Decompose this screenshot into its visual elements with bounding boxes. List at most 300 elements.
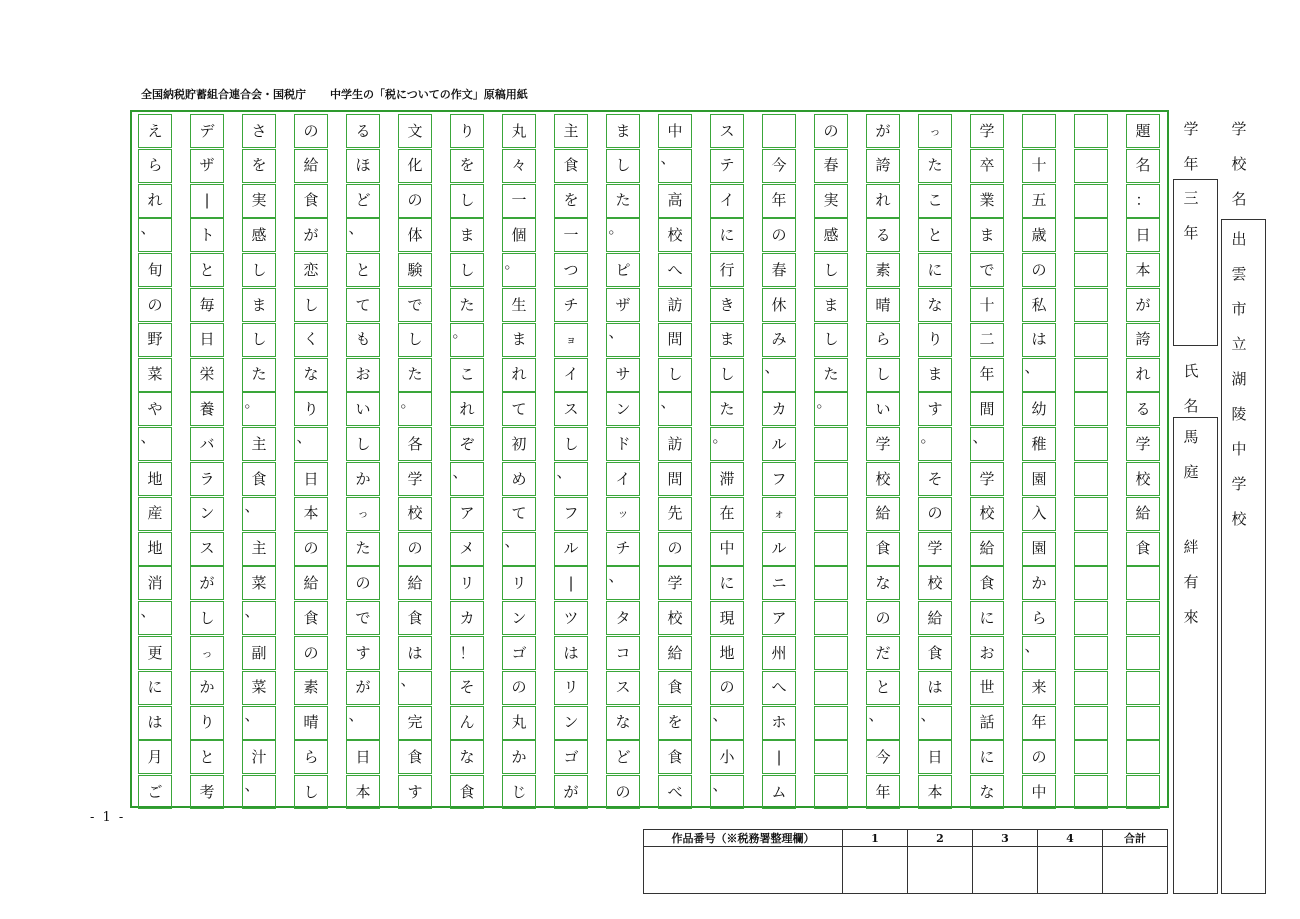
manuscript-cell: い xyxy=(346,392,380,426)
manuscript-cell: 。 xyxy=(606,218,640,252)
manuscript-cell: れ xyxy=(138,184,172,218)
manuscript-cell: 名 xyxy=(1126,149,1160,183)
manuscript-cell: 、 xyxy=(658,149,692,183)
manuscript-cell: 、 xyxy=(138,427,172,461)
manuscript-cell: ピ xyxy=(606,253,640,287)
manuscript-cell: が xyxy=(554,775,588,809)
manuscript-cell: が xyxy=(866,114,900,148)
manuscript-cell: そ xyxy=(450,671,484,705)
manuscript-cell: ら xyxy=(138,149,172,183)
manuscript-cell: 月 xyxy=(138,740,172,774)
family-name-char: 馬 xyxy=(1183,428,1199,446)
manuscript-cell: 、 xyxy=(294,427,328,461)
manuscript-cell: 行 xyxy=(710,253,744,287)
manuscript-cell: ド xyxy=(606,427,640,461)
manuscript-cell xyxy=(1074,740,1108,774)
manuscript-cell: 食 xyxy=(866,532,900,566)
manuscript-cell: に xyxy=(918,253,952,287)
manuscript-cell: る xyxy=(866,218,900,252)
manuscript-cell: 食 xyxy=(398,740,432,774)
given-name xyxy=(1180,530,1202,635)
manuscript-cell: 学 xyxy=(866,427,900,461)
manuscript-cell: ど xyxy=(346,184,380,218)
manuscript-cell xyxy=(1126,775,1160,809)
manuscript-cell: 主 xyxy=(242,532,276,566)
manuscript-cell xyxy=(814,636,848,670)
manuscript-cell: の xyxy=(294,114,328,148)
manuscript-cell xyxy=(1074,566,1108,600)
manuscript-cell: 春 xyxy=(762,253,796,287)
score-cell-total[interactable] xyxy=(1103,847,1168,894)
manuscript-cell: み xyxy=(762,323,796,357)
score-header-total: 合計 xyxy=(1103,830,1168,847)
manuscript-cell: や xyxy=(138,392,172,426)
manuscript-cell: 給 xyxy=(866,497,900,531)
manuscript-cell xyxy=(1074,775,1108,809)
manuscript-cell: 給 xyxy=(1126,497,1160,531)
manuscript-cell xyxy=(814,706,848,740)
score-header-4: 4 xyxy=(1038,830,1103,847)
manuscript-cell: に xyxy=(970,740,1004,774)
manuscript-cell: き xyxy=(710,288,744,322)
manuscript-cell: 幼 xyxy=(1022,392,1056,426)
manuscript-cell: 今 xyxy=(866,740,900,774)
manuscript-cell: 日 xyxy=(1126,218,1160,252)
manuscript-cell: 食 xyxy=(658,740,692,774)
manuscript-cell: に xyxy=(710,218,744,252)
manuscript-cell: ホ xyxy=(762,706,796,740)
grade-value-char: 三 xyxy=(1183,189,1199,207)
manuscript-cell: 食 xyxy=(970,566,1004,600)
manuscript-cell: ォ xyxy=(762,497,796,531)
manuscript-cell: の xyxy=(294,532,328,566)
manuscript-cell: ま xyxy=(970,218,1004,252)
manuscript-cell: 世 xyxy=(970,671,1004,705)
manuscript-cell: 日 xyxy=(918,740,952,774)
manuscript-cell: 。 xyxy=(710,427,744,461)
manuscript-cell: 年 xyxy=(970,358,1004,392)
manuscript-cell: じ xyxy=(502,775,536,809)
manuscript-cell: テ xyxy=(710,149,744,183)
manuscript-cell: た xyxy=(450,288,484,322)
manuscript-cell xyxy=(814,427,848,461)
manuscript-cell: 主 xyxy=(242,427,276,461)
manuscript-cell: し xyxy=(346,427,380,461)
manuscript-cell: 五 xyxy=(1022,184,1056,218)
manuscript-cell: 、 xyxy=(242,706,276,740)
manuscript-cell: っ xyxy=(918,114,952,148)
manuscript-cell: 題 xyxy=(1126,114,1160,148)
manuscript-cell: 、 xyxy=(1022,358,1056,392)
score-cell-1[interactable] xyxy=(843,847,908,894)
manuscript-cell xyxy=(1074,114,1108,148)
manuscript-cell: 晴 xyxy=(866,288,900,322)
manuscript-cell: 学 xyxy=(918,532,952,566)
school-name-char: 出 xyxy=(1231,230,1247,248)
manuscript-cell: 訪 xyxy=(658,288,692,322)
manuscript-cell: 素 xyxy=(866,253,900,287)
manuscript-cell: | xyxy=(762,740,796,774)
manuscript-cell xyxy=(1022,114,1056,148)
manuscript-cell xyxy=(1074,358,1108,392)
score-cell-2[interactable] xyxy=(908,847,973,894)
manuscript-cell: 問 xyxy=(658,462,692,496)
manuscript-cell: 中 xyxy=(658,114,692,148)
manuscript-cell: れ xyxy=(866,184,900,218)
school-name-char: 中 xyxy=(1231,440,1247,458)
manuscript-cell: ぞ xyxy=(450,427,484,461)
manuscript-cell xyxy=(1074,427,1108,461)
manuscript-cell: た xyxy=(918,149,952,183)
manuscript-cell xyxy=(1074,184,1108,218)
manuscript-cell: て xyxy=(502,497,536,531)
manuscript-cell: ル xyxy=(762,427,796,461)
manuscript-cell: っ xyxy=(190,636,224,670)
manuscript-cell: ス xyxy=(606,671,640,705)
manuscript-cell: 学 xyxy=(1126,427,1160,461)
manuscript-cell: 一 xyxy=(554,218,588,252)
manuscript-cell: 験 xyxy=(398,253,432,287)
manuscript-cell: の xyxy=(710,671,744,705)
manuscript-cell: 本 xyxy=(1126,253,1160,287)
school-name-char: 陵 xyxy=(1231,405,1247,423)
manuscript-cell: め xyxy=(502,462,536,496)
score-header-2: 2 xyxy=(908,830,973,847)
manuscript-cell: ル xyxy=(762,532,796,566)
manuscript-cell: リ xyxy=(502,566,536,600)
manuscript-cell: 食 xyxy=(294,601,328,635)
manuscript-cell: 、 xyxy=(346,218,380,252)
manuscript-cell: 校 xyxy=(658,218,692,252)
manuscript-cell: 今 xyxy=(762,149,796,183)
given-name-char: 來 xyxy=(1183,608,1199,626)
manuscript-cell: す xyxy=(918,392,952,426)
manuscript-cell: 菜 xyxy=(242,566,276,600)
given-name-char: 有 xyxy=(1183,573,1199,591)
manuscript-cell: 食 xyxy=(398,601,432,635)
manuscript-cell: さ xyxy=(242,114,276,148)
manuscript-cell: 消 xyxy=(138,566,172,600)
manuscript-cell: 誇 xyxy=(866,149,900,183)
manuscript-cell: ツ xyxy=(554,601,588,635)
manuscript-cell: 日 xyxy=(190,323,224,357)
manuscript-cell: た xyxy=(606,184,640,218)
manuscript-cell: ま xyxy=(814,288,848,322)
manuscript-cell: | xyxy=(190,184,224,218)
manuscript-cell: 校 xyxy=(398,497,432,531)
manuscript-cell xyxy=(1074,392,1108,426)
manuscript-cell: し xyxy=(450,253,484,287)
manuscript-cell: 毎 xyxy=(190,288,224,322)
manuscript-cell: 、 xyxy=(658,392,692,426)
manuscript-cell xyxy=(1074,671,1108,705)
manuscript-cell: を xyxy=(658,706,692,740)
manuscript-cell xyxy=(1126,636,1160,670)
manuscript-cell: ン xyxy=(554,706,588,740)
manuscript-cell: 問 xyxy=(658,323,692,357)
manuscript-cell: 考 xyxy=(190,775,224,809)
manuscript-cell: カ xyxy=(450,601,484,635)
manuscript-cell: リ xyxy=(554,671,588,705)
manuscript-cell: の xyxy=(606,775,640,809)
manuscript-cell: ム xyxy=(762,775,796,809)
manuscript-cell: 菜 xyxy=(138,358,172,392)
manuscript-cell: 産 xyxy=(138,497,172,531)
manuscript-cell: し xyxy=(866,358,900,392)
manuscript-cell: 初 xyxy=(502,427,536,461)
manuscript-cell: 二 xyxy=(970,323,1004,357)
manuscript-cell: い xyxy=(866,392,900,426)
manuscript-cell: で xyxy=(398,288,432,322)
manuscript-cell: 体 xyxy=(398,218,432,252)
manuscript-cell: 々 xyxy=(502,149,536,183)
manuscript-cell: の xyxy=(398,184,432,218)
organization-name: 全国納税貯蓄組合連合会・国税庁 xyxy=(141,88,306,101)
manuscript-cell: 、 xyxy=(762,358,796,392)
manuscript-cell: 春 xyxy=(814,149,848,183)
manuscript-cell: 、 xyxy=(242,775,276,809)
manuscript-cell: 地 xyxy=(138,532,172,566)
manuscript-cell: フ xyxy=(762,462,796,496)
manuscript-cell: が xyxy=(346,671,380,705)
manuscript-cell: て xyxy=(502,392,536,426)
manuscript-cell: 、 xyxy=(970,427,1004,461)
manuscript-cell: チ xyxy=(606,532,640,566)
manuscript-cell: の xyxy=(398,532,432,566)
manuscript-cell: 、 xyxy=(398,671,432,705)
manuscript-cell: ん xyxy=(450,706,484,740)
manuscript-cell: こ xyxy=(918,184,952,218)
manuscript-cell: コ xyxy=(606,636,640,670)
manuscript-cell: 、 xyxy=(502,532,536,566)
manuscript-cell: し xyxy=(450,184,484,218)
manuscript-cell: 主 xyxy=(554,114,588,148)
manuscript-cell: 給 xyxy=(294,149,328,183)
school-name-char: 市 xyxy=(1231,300,1247,318)
family-name-char: 庭 xyxy=(1183,463,1199,481)
manuscript-cell: る xyxy=(1126,392,1160,426)
manuscript-cell: の xyxy=(502,671,536,705)
name-label-char: 氏 xyxy=(1183,362,1199,380)
manuscript-cell: 、 xyxy=(710,706,744,740)
manuscript-cell: ス xyxy=(190,532,224,566)
manuscript-cell: 園 xyxy=(1022,532,1056,566)
manuscript-cell: し xyxy=(242,253,276,287)
manuscript-cell: 年 xyxy=(762,184,796,218)
manuscript-cell: ほ xyxy=(346,149,380,183)
manuscript-cell: 学 xyxy=(398,462,432,496)
manuscript-cell: な xyxy=(450,740,484,774)
manuscript-cell: ら xyxy=(1022,601,1056,635)
manuscript-cell: 素 xyxy=(294,671,328,705)
manuscript-cell: か xyxy=(1022,566,1056,600)
manuscript-cell: ま xyxy=(710,323,744,357)
manuscript-cell: が xyxy=(1126,288,1160,322)
manuscript-cell: 中 xyxy=(1022,775,1056,809)
manuscript-cell: 実 xyxy=(814,184,848,218)
manuscript-cell: し xyxy=(294,775,328,809)
manuscript-cell xyxy=(1074,601,1108,635)
manuscript-cell: ど xyxy=(606,740,640,774)
manuscript-cell: の xyxy=(346,566,380,600)
manuscript-cell: と xyxy=(918,218,952,252)
manuscript-cell: 食 xyxy=(294,184,328,218)
manuscript-cell: ト xyxy=(190,218,224,252)
manuscript-cell: 丸 xyxy=(502,706,536,740)
manuscript-grid xyxy=(130,110,1169,808)
manuscript-cell: が xyxy=(190,566,224,600)
manuscript-cell: ま xyxy=(918,358,952,392)
manuscript-cell xyxy=(1126,671,1160,705)
manuscript-cell: 食 xyxy=(1126,532,1160,566)
given-name-char: 絆 xyxy=(1183,538,1199,556)
manuscript-cell: な xyxy=(606,706,640,740)
manuscript-cell: カ xyxy=(762,392,796,426)
manuscript-cell: た xyxy=(242,358,276,392)
score-cell-3[interactable] xyxy=(973,847,1038,894)
manuscript-cell xyxy=(1126,740,1160,774)
manuscript-cell: 本 xyxy=(918,775,952,809)
manuscript-cell: た xyxy=(710,392,744,426)
manuscript-cell: 更 xyxy=(138,636,172,670)
manuscript-cell: ま xyxy=(242,288,276,322)
manuscript-cell: に xyxy=(138,671,172,705)
manuscript-cell: ア xyxy=(450,497,484,531)
manuscript-cell: れ xyxy=(450,392,484,426)
manuscript-cell: 十 xyxy=(1022,149,1056,183)
grade-value-char: 年 xyxy=(1183,224,1199,242)
grade-value xyxy=(1180,181,1202,251)
manuscript-cell: 現 xyxy=(710,601,744,635)
manuscript-cell: ご xyxy=(138,775,172,809)
school-name-char: 校 xyxy=(1231,510,1247,528)
manuscript-cell: 日 xyxy=(294,462,328,496)
score-cell-4[interactable] xyxy=(1038,847,1103,894)
manuscript-cell: 恋 xyxy=(294,253,328,287)
family-name xyxy=(1180,420,1202,490)
manuscript-cell: 。 xyxy=(398,392,432,426)
manuscript-cell: 誇 xyxy=(1126,323,1160,357)
manuscript-cell: イ xyxy=(606,462,640,496)
manuscript-cell: デ xyxy=(190,114,224,148)
manuscript-cell: 学 xyxy=(970,462,1004,496)
manuscript-cell: ま xyxy=(606,114,640,148)
score-cell-work-number[interactable] xyxy=(644,847,843,894)
manuscript-cell: に xyxy=(970,601,1004,635)
manuscript-cell: 本 xyxy=(294,497,328,531)
manuscript-cell: 給 xyxy=(398,566,432,600)
manuscript-cell: 滞 xyxy=(710,462,744,496)
manuscript-cell: 学 xyxy=(658,566,692,600)
manuscript-cell: 小 xyxy=(710,740,744,774)
manuscript-cell: か xyxy=(502,740,536,774)
school-label-char: 学 xyxy=(1231,120,1247,138)
score-table xyxy=(643,829,1168,894)
manuscript-cell: 、 xyxy=(866,706,900,740)
school-name-char: 学 xyxy=(1231,475,1247,493)
manuscript-cell: 。 xyxy=(918,427,952,461)
manuscript-cell: か xyxy=(190,671,224,705)
manuscript-cell xyxy=(1074,323,1108,357)
manuscript-cell: へ xyxy=(658,253,692,287)
school-label-char: 名 xyxy=(1231,190,1247,208)
grade-label xyxy=(1180,112,1202,182)
manuscript-cell: ら xyxy=(866,323,900,357)
manuscript-cell: と xyxy=(866,671,900,705)
manuscript-cell: 年 xyxy=(866,775,900,809)
manuscript-cell: す xyxy=(398,775,432,809)
manuscript-cell: ル xyxy=(554,532,588,566)
manuscript-cell: を xyxy=(242,149,276,183)
manuscript-cell: た xyxy=(398,358,432,392)
manuscript-cell: 、 xyxy=(242,497,276,531)
manuscript-cell: ッ xyxy=(606,497,640,531)
manuscript-cell: ま xyxy=(502,323,536,357)
manuscript-cell: て xyxy=(346,288,380,322)
manuscript-cell: り xyxy=(450,114,484,148)
manuscript-cell: は xyxy=(554,636,588,670)
manuscript-cell: 訪 xyxy=(658,427,692,461)
manuscript-cell: る xyxy=(346,114,380,148)
manuscript-cell: っ xyxy=(346,497,380,531)
manuscript-cell: で xyxy=(970,253,1004,287)
manuscript-cell: 休 xyxy=(762,288,796,322)
manuscript-cell xyxy=(814,671,848,705)
manuscript-cell: リ xyxy=(450,566,484,600)
manuscript-cell: ン xyxy=(190,497,224,531)
manuscript-cell: は xyxy=(918,671,952,705)
manuscript-cell: メ xyxy=(450,532,484,566)
manuscript-cell: へ xyxy=(762,671,796,705)
manuscript-cell xyxy=(1074,218,1108,252)
manuscript-cell xyxy=(1074,636,1108,670)
manuscript-cell: の xyxy=(1022,253,1056,287)
manuscript-cell: 、 xyxy=(710,775,744,809)
manuscript-cell: 、 xyxy=(606,566,640,600)
manuscript-cell: 私 xyxy=(1022,288,1056,322)
manuscript-cell xyxy=(814,566,848,600)
manuscript-cell: 高 xyxy=(658,184,692,218)
manuscript-cell: 校 xyxy=(970,497,1004,531)
school-name-char: 湖 xyxy=(1231,370,1247,388)
manuscript-cell: か xyxy=(346,462,380,496)
manuscript-cell: 食 xyxy=(242,462,276,496)
manuscript-cell: 話 xyxy=(970,706,1004,740)
manuscript-cell: 感 xyxy=(242,218,276,252)
manuscript-cell: 給 xyxy=(970,532,1004,566)
manuscript-cell: 年 xyxy=(1022,706,1056,740)
manuscript-cell: 感 xyxy=(814,218,848,252)
manuscript-cell: は xyxy=(1022,323,1056,357)
manuscript-cell: 旬 xyxy=(138,253,172,287)
manuscript-cell: 、 xyxy=(606,323,640,357)
manuscript-cell: イ xyxy=(710,184,744,218)
manuscript-cell: ニ xyxy=(762,566,796,600)
manuscript-cell: な xyxy=(970,775,1004,809)
manuscript-cell: な xyxy=(294,358,328,392)
manuscript-cell: し xyxy=(814,323,848,357)
manuscript-cell: 副 xyxy=(242,636,276,670)
manuscript-cell: 、 xyxy=(138,218,172,252)
manuscript-cell: ザ xyxy=(190,149,224,183)
manuscript-cell: ま xyxy=(450,218,484,252)
manuscript-cell: 校 xyxy=(658,601,692,635)
manuscript-cell: が xyxy=(294,218,328,252)
manuscript-cell: 。 xyxy=(242,392,276,426)
manuscript-cell: す xyxy=(346,636,380,670)
school-name-label xyxy=(1228,112,1250,217)
manuscript-cell: 業 xyxy=(970,184,1004,218)
